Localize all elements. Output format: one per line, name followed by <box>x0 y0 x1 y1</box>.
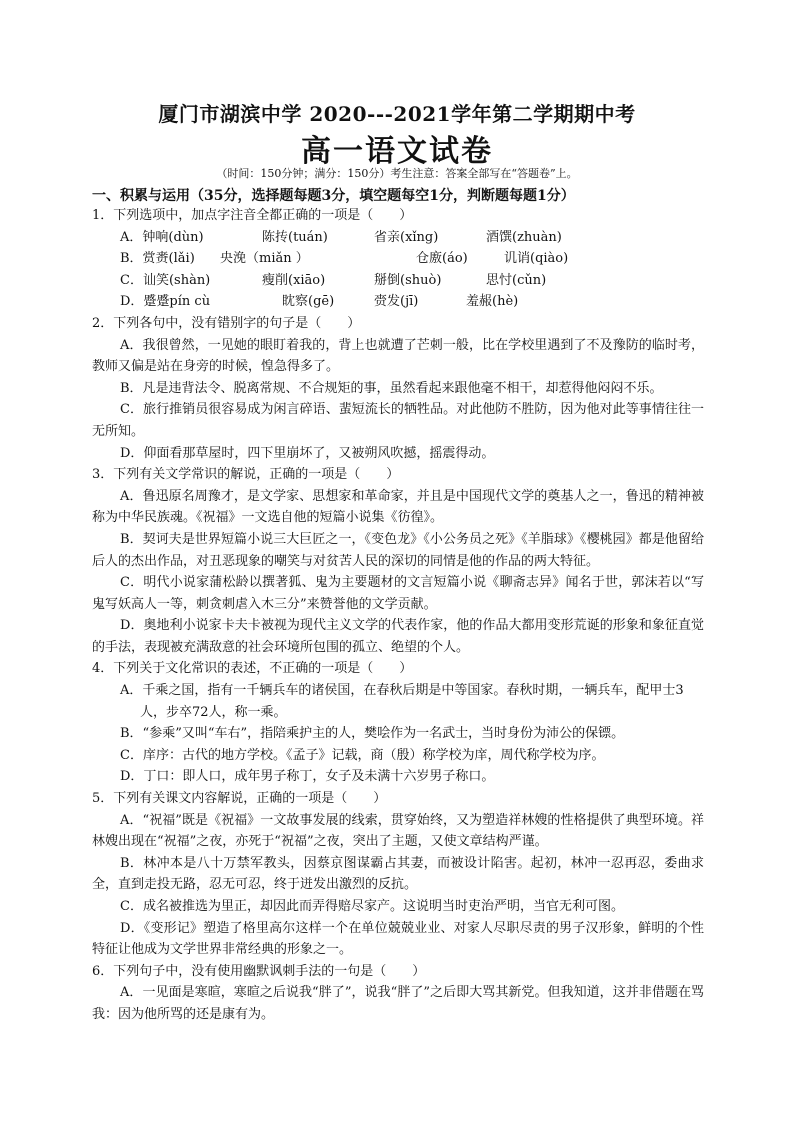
option-cell: A．钟响(dùn) <box>120 229 204 245</box>
question-1-option-row <box>92 270 704 292</box>
option-cell: C．讪笑(shàn) <box>120 272 211 288</box>
question-2-stem: 2．下列各句中，没有错别字的句子是（ ） <box>92 315 361 331</box>
question-4-option-b: B．“参乘”又叫“车右”，指陪乘护主的人，樊哙作为一名武士，当时身份为沛公的保镖。 <box>120 726 625 742</box>
exam-subject-title: 高一语文试卷 <box>301 134 493 169</box>
option-cell: 瘦削(xiāo) <box>262 272 326 288</box>
exam-instructions: （时间：150分钟；满分：150分）考生注意：答案全部写在“答题卷”上。 <box>216 167 578 180</box>
question-5-option-a: A．“祝福”既是《祝福》一文故事发展的线索，贯穿始终，又为塑造祥林嫂的性格提供了典型环境。祥林嫂出现在“祝福”之夜，亦死于“祝福”之夜，突出了主题，又使文章结构严谨。 <box>92 812 704 850</box>
exam-header-title: 厦门市湖滨中学 2020---2021学年第二学期期中考 <box>158 102 636 126</box>
option-cell: 仓廒(áo) <box>416 251 468 267</box>
question-6-stem: 6．下列句子中，没有使用幽默讽刺手法的一句是（ ） <box>92 963 426 979</box>
question-3-option-d: D．奥地利小说家卡夫卡被视为现代主义文学的代表作家，他的作品大都用变形荒诞的形象和象征直觉的手法，表现被充满敌意的社会环境所包围的孤立、绝望的个人。 <box>92 618 704 655</box>
question-2-option-a: A．我很曾然，一见她的眼盯着我的，背上也就遭了芒刺一般，比在学校里遇到了不及豫防的临时考，教师又偏是站在身旁的时候，惶急得多了。 <box>92 337 704 375</box>
question-4-stem: 4．下列关于文化常识的表述，不正确的一项是（ ） <box>92 661 413 677</box>
option-cell: 思忖(cǔn) <box>486 272 547 288</box>
option-cell: 眈察(gē) <box>282 294 335 310</box>
question-6-option-a: A．一见面是寒暄，寒暄之后说我“胖了”，说我“胖了”之后即大骂其新党。但我知道，这并非借题在骂我：因为他所骂的还是康有为。 <box>92 985 704 1022</box>
question-3-stem: 3．下列有关文学常识的解说，正确的一项是（ ） <box>92 467 400 483</box>
option-cell: 酒馔(zhuàn) <box>486 229 562 245</box>
question-4-option-d: D．丁口：即人口，成年男子称丁，女子及未满十六岁男子称口。 <box>120 769 495 785</box>
option-cell: 省亲(xǐng) <box>374 229 439 245</box>
option-cell: 央浼（miǎn ） <box>220 251 309 267</box>
section-heading: 一、积累与运用（35分，选择题每题3分，填空题每空1分，判断题每题1分） <box>92 188 575 204</box>
question-3-option-b: B．契诃夫是世界短篇小说三大巨匠之一，《变色龙》《小公务员之死》《羊脂球》《樱桃园》都是他留给后人的杰出作品，对丑恶现象的嘲笑与对贫苦人民的深切的同情是他的作品的两大特征。 <box>92 531 704 569</box>
question-5-option-c: C．成名被推选为里正，却因此而弄得赔尽家产。这说明当时吏治严明，当官无利可图。 <box>120 899 624 914</box>
question-1-option-row <box>92 248 704 270</box>
question-1-option-row <box>92 227 704 249</box>
question-5-option-b: B．林冲本是八十万禁军教头，因蔡京图谋霸占其妻，而被设计陷害。起初，林冲一忍再忍，委曲求全，直到走投无路，忍无可忍，终于迸发出激烈的反抗。 <box>92 855 704 893</box>
option-cell: B．赏赉(lǎi) <box>120 251 195 267</box>
question-5-option-d: D．《变形记》塑造了格里高尔这样一个在单位兢兢业业、对家人尽职尽责的男子汉形象，鲜明的个性特征让他成为文学世界非常经典的形象之一。 <box>92 920 704 958</box>
question-4-option-a: A．千乘之国，指有一千辆兵车的诸侯国，在春秋后期是中等国家。春秋时期，一辆兵车，配甲士3人，步卒72人，称一乘。 <box>120 683 684 720</box>
option-cell: 羞赧(hè) <box>466 294 519 310</box>
question-4-option-c: C．庠序：古代的地方学校。《孟子》记载，商（殷）称学校为庠，周代称学校为序。 <box>120 747 605 763</box>
question-3-option-a: A．鲁迅原名周豫才，是文学家、思想家和革命家，并且是中国现代文学的奠基人之一，鲁迅的精神被称为中华民族魂。《祝福》一文选自他的短篇小说集《彷徨》。 <box>92 488 704 526</box>
question-2-option-b: B．凡是违背法令、脱离常规、不合规矩的事，虽然看起来跟他毫不相干，却惹得他闷闷不乐。 <box>120 380 663 396</box>
option-cell: 赍发(jī) <box>374 294 419 310</box>
option-cell: 掰倒(shuò) <box>374 272 442 288</box>
question-1-option-row <box>92 291 704 313</box>
question-1-stem: 1．下列选项中，加点字注音全都正确的一项是（ ） <box>92 208 413 223</box>
question-3-option-c: C．明代小说家蒲松龄以撰著狐、鬼为主要题材的文言短篇小说《聊斋志异》闻名于世，郭沫若以“写鬼写妖高人一等，刺贪刺虐入木三分”来赞誉他的文学贡献。 <box>92 575 704 612</box>
question-5-stem: 5．下列有关课文内容解说，正确的一项是（ ） <box>92 791 387 807</box>
question-2-option-c: C．旅行推销员很容易成为闲言碎语、蜚短流长的牺牲品。对此他防不胜防，因为他对此等事情往往一无所知。 <box>92 402 704 439</box>
option-cell: 陈抟(tuán) <box>262 229 328 245</box>
option-cell: D．蹙蹙pín cù <box>120 294 211 310</box>
option-cell: 讥诮(qiào) <box>504 251 569 267</box>
exam-body <box>92 205 704 1026</box>
question-2-option-d: D．仰面看那草屋时，四下里崩坏了，又被朔风吹撼，摇震得动。 <box>120 445 495 461</box>
